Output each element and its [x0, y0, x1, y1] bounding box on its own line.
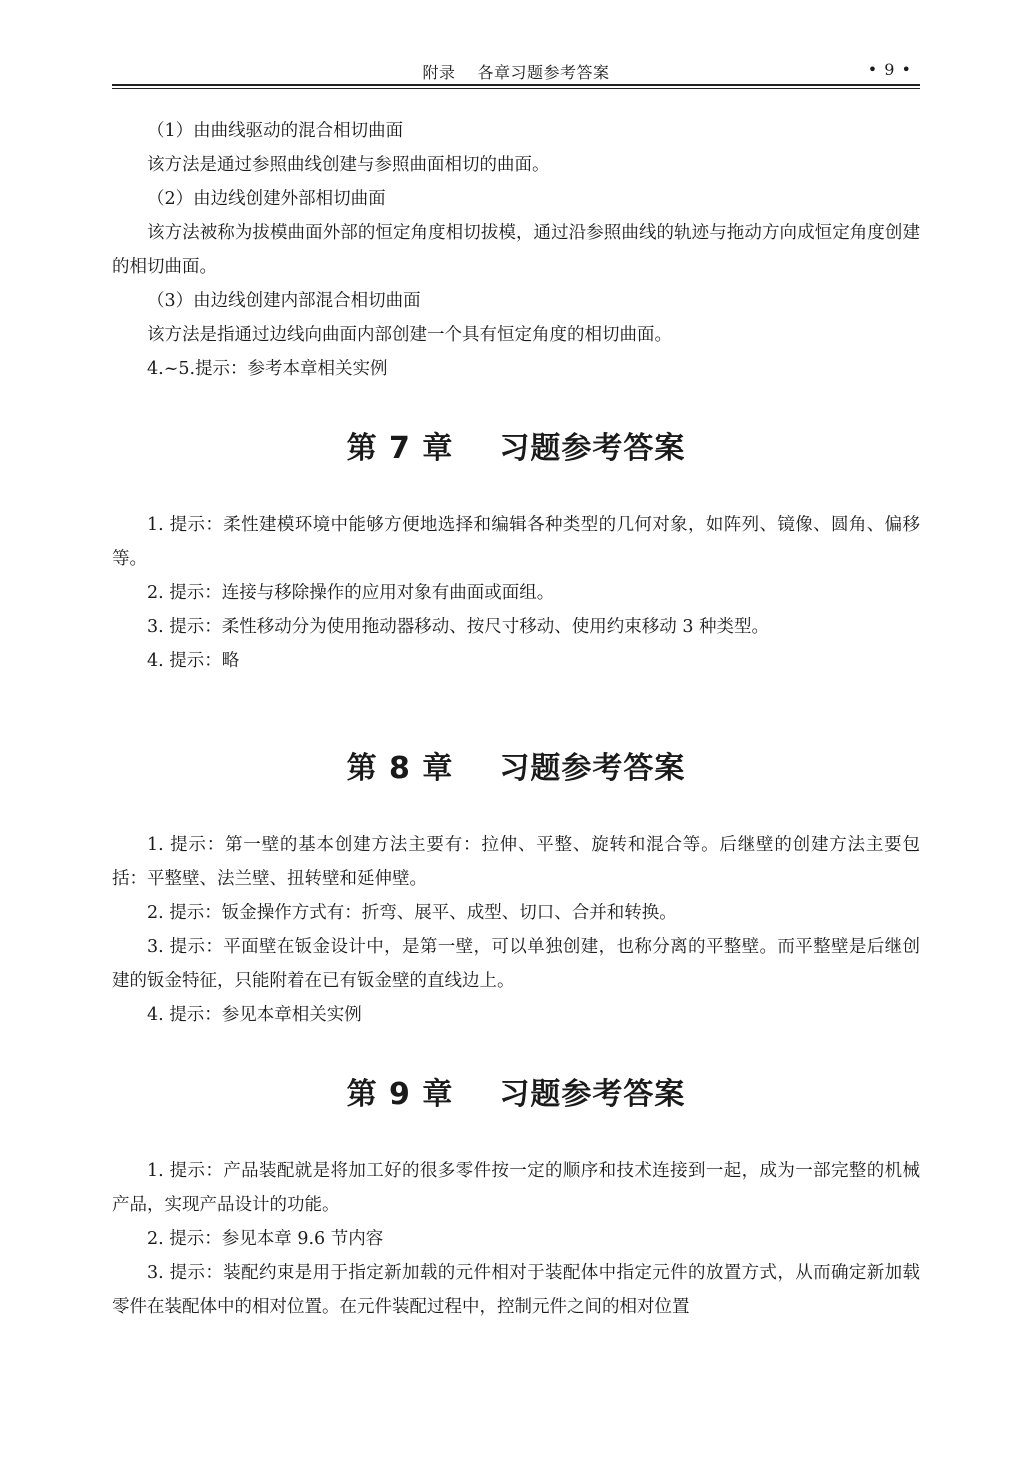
answer-item: 2. 提示：连接与移除操作的应用对象有曲面或面组。 [147, 583, 555, 603]
answer-item: 3. 提示：装配约束是用于指定新加载的元件相对于装配体中指定元件的放置方式，从而确定新加载零件在装配体中的相对位置。在元件装配过程中，控制元件之间的相对位置 [112, 1263, 920, 1317]
chapter-title: 习题参考答案 [499, 751, 686, 786]
paragraph: （2）由边线创建外部相切曲面 [147, 189, 386, 209]
page-number: • 9 • [867, 60, 912, 79]
chapter-number: 第 8 章 [346, 751, 454, 786]
paragraph: （1）由曲线驱动的混合相切曲面 [147, 121, 404, 141]
answer-item: 3. 提示：平面壁在钣金设计中，是第一壁，可以单独创建，也称分离的平整壁。而平整壁是后继创建的钣金特征，只能附着在已有钣金壁的直线边上。 [112, 937, 920, 991]
answer-item: 1. 提示：产品装配就是将加工好的很多零件按一定的顺序和技术连接到一起，成为一部完整的机械产品，实现产品设计的功能。 [112, 1161, 920, 1215]
answer-item: 3. 提示：柔性移动分为使用拖动器移动、按尺寸移动、使用约束移动 3 种类型。 [147, 617, 770, 637]
answer-item: 2. 提示：钣金操作方式有：折弯、展平、成型、切口、合并和转换。 [147, 903, 677, 923]
header-rule-thin [112, 88, 920, 89]
page-header [112, 56, 920, 84]
chapter-7-heading [112, 432, 920, 466]
chapter-title: 习题参考答案 [499, 1077, 686, 1112]
header-rule-thick [112, 84, 920, 86]
running-header-title: 附录 各章习题参考答案 [422, 63, 610, 82]
paragraph: （3）由边线创建内部混合相切曲面 [147, 291, 421, 311]
chapter-number: 第 9 章 [346, 1077, 454, 1112]
answer-item: 4. 提示：参见本章相关实例 [147, 1005, 362, 1025]
chapter-8-heading [112, 752, 920, 786]
paragraph: 4.~5.提示：参考本章相关实例 [147, 359, 388, 379]
paragraph: 该方法是通过参照曲线创建与参照曲面相切的曲面。 [147, 155, 550, 175]
chapter-title: 习题参考答案 [499, 431, 686, 466]
answer-item: 4. 提示：略 [147, 651, 240, 671]
paragraph: 该方法是指通过边线向曲面内部创建一个具有恒定角度的相切曲面。 [147, 325, 672, 345]
answer-item: 1. 提示：柔性建模环境中能够方便地选择和编辑各种类型的几何对象，如阵列、镜像、圆角、偏移等。 [112, 515, 920, 569]
chapter-number: 第 7 章 [346, 431, 454, 466]
paragraph: 该方法被称为拔模曲面外部的恒定角度相切拔模，通过沿参照曲线的轨迹与拖动方向成恒定角度创建的相切曲面。 [112, 223, 920, 277]
chapter-9-heading [112, 1078, 920, 1112]
answer-item: 2. 提示：参见本章 9.6 节内容 [147, 1229, 384, 1249]
answer-item: 1. 提示：第一壁的基本创建方法主要有：拉伸、平整、旋转和混合等。后继壁的创建方法主要包括：平整壁、法兰壁、扭转壁和延伸壁。 [112, 835, 920, 889]
page-body [112, 114, 920, 1324]
